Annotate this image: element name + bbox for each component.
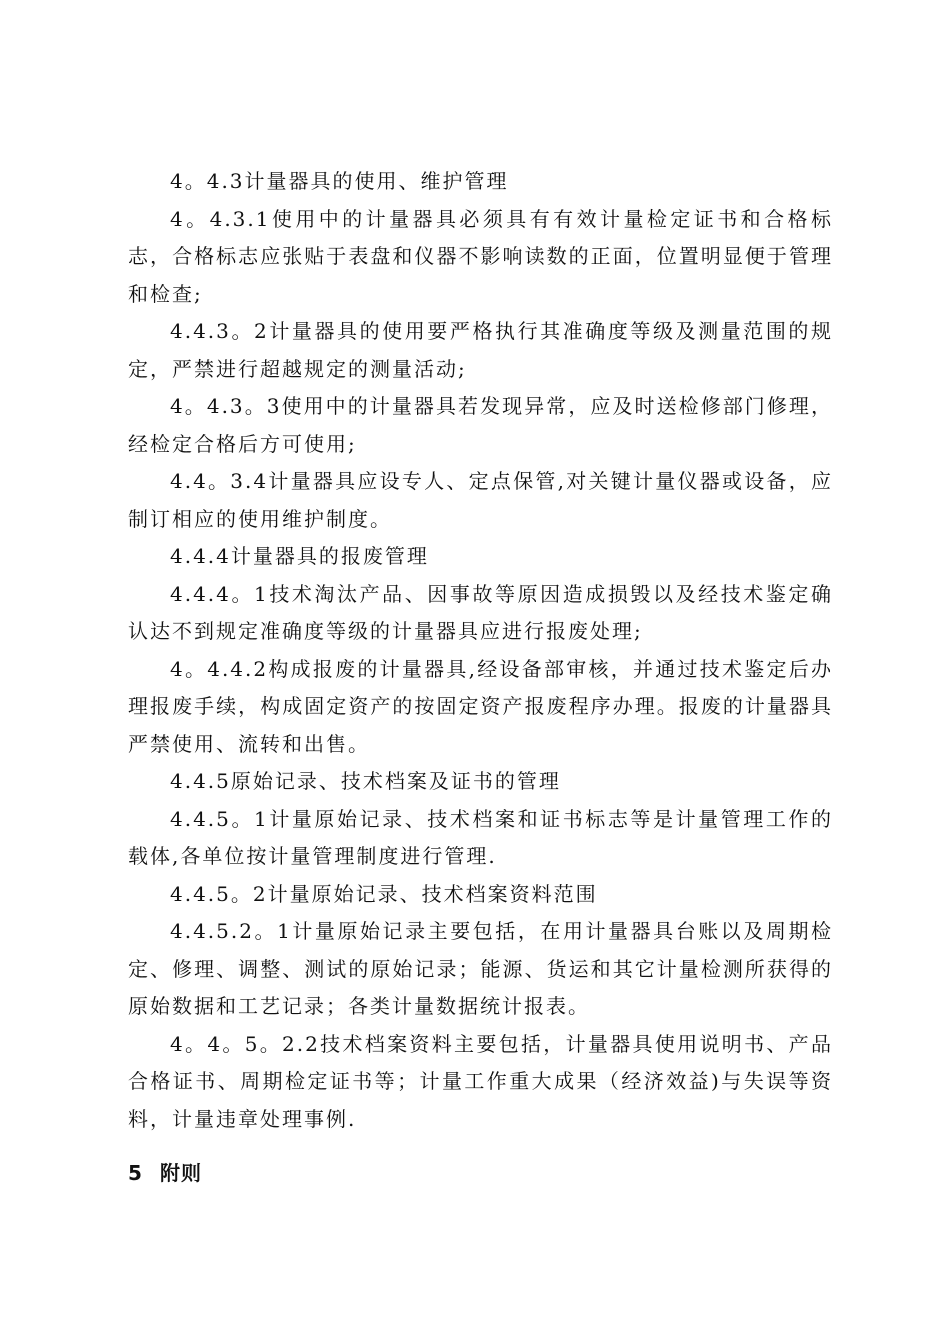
paragraph-text: 4.4.4计量器具的报废管理: [170, 544, 429, 568]
paragraph-4-4-4: [128, 538, 833, 576]
paragraph-text: 4.4.4。1技术淘汰产品、因事故等原因造成损毁以及经技术鉴定确认达不到规定准确度等级的计量器具应进行报废处理;: [128, 581, 833, 643]
paragraph-text: 4.4.3。2计量器具的使用要严格执行其准确度等级及测量范围的规定，严禁进行超越规定的测量活动;: [128, 319, 833, 381]
paragraph-text: 4.4.5.2。1计量原始记录主要包括，在用计量器具台账以及周期检定、修理、调整、测试的原始记录；能源、货运和其它计量检测所获得的原始数据和工艺记录；各类计量数据统计报表。: [128, 919, 833, 1018]
paragraph-text: 4。4。5。2.2技术档案资料主要包括，计量器具使用说明书、产品合格证书、周期检定证书等；计量工作重大成果（经济效益)与失误等资料，计量违章处理事例.: [128, 1031, 833, 1131]
document-body: [128, 163, 833, 1138]
paragraph-4-4-5-2-2: [128, 1026, 833, 1139]
paragraph-4-4-3: [128, 163, 833, 201]
paragraph-4-4-3-4: [128, 463, 833, 538]
paragraph-text: 4。4.3.1使用中的计量器具必须具有有效计量检定证书和合格标志，合格标志应张贴于表盘和仪器不影响读数的正面，位置明显便于管理和检查;: [128, 206, 833, 306]
section-heading: [128, 1157, 202, 1186]
paragraph-4-4-4-1: [128, 576, 833, 651]
paragraph-4-4-5-2-1: [128, 913, 833, 1026]
paragraph-text: 4。4.3。3使用中的计量器具若发现异常，应及时送检修部门修理，经检定合格后方可使用;: [128, 394, 833, 456]
paragraph-text: 4。4.3计量器具的使用、维护管理: [170, 169, 509, 193]
paragraph-text: 4。4.4.2构成报废的计量器具,经设备部审核，并通过技术鉴定后办理报废手续，构成固定资产的按固定资产报废程序办理。报废的计量器具严禁使用、流转和出售。: [128, 656, 833, 756]
paragraph-text: 4.4.5原始记录、技术档案及证书的管理: [170, 769, 561, 793]
paragraph-text: 4.4。3.4计量器具应设专人、定点保管,对关键计量仪器或设备，应制订相应的使用维护制度。: [128, 469, 833, 531]
section-title: 附则: [160, 1161, 202, 1185]
paragraph-4-4-5: [128, 763, 833, 801]
paragraph-4-4-4-2: [128, 651, 833, 764]
paragraph-text: 4.4.5。2计量原始记录、技术档案资料范围: [170, 881, 598, 906]
paragraph-4-4-5-1: [128, 801, 833, 876]
section-number: 5: [128, 1161, 143, 1185]
paragraph-4-4-3-2: [128, 313, 833, 388]
paragraph-4-4-3-3: [128, 388, 833, 463]
paragraph-text: 4.4.5。1计量原始记录、技术档案和证书标志等是计量管理工作的载体,各单位按计量管理制度进行管理.: [128, 806, 833, 868]
paragraph-4-4-3-1: [128, 201, 833, 314]
paragraph-4-4-5-2: [128, 876, 833, 914]
